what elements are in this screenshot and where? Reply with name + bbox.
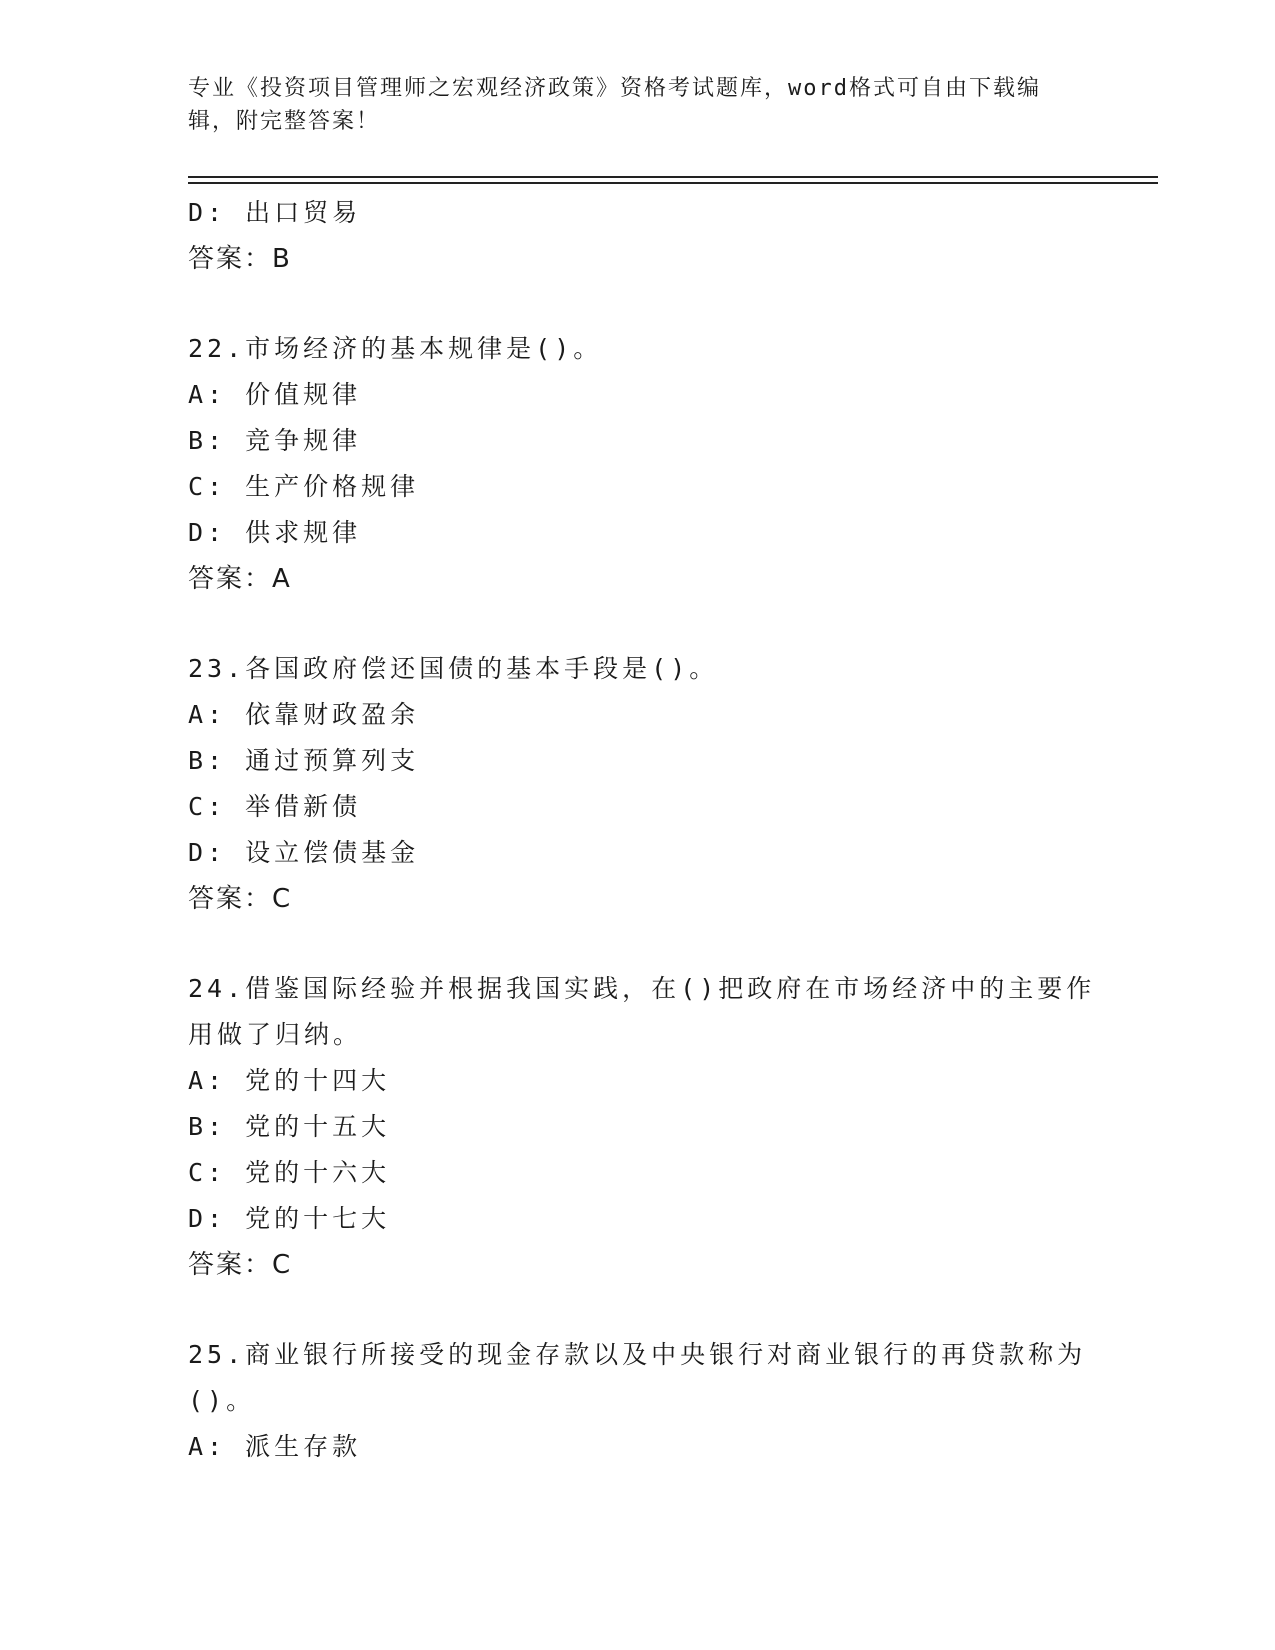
answer-line: 答案：C [188,884,293,914]
answer-line: 答案：A [188,564,292,594]
option-d: D: 供求规律 [188,518,362,547]
spacer [188,922,1088,966]
question-stem-line-2: ()。 [188,1386,256,1415]
header-line-2: 辑，附完整答案！ [188,109,381,134]
question-stem: 22.市场经济的基本规律是()。 [188,334,603,363]
option-b: B: 党的十五大 [188,1112,391,1141]
option-a: A: 价值规律 [188,380,362,409]
answer-line: 答案：C [188,1250,293,1280]
option-d: D: 党的十七大 [188,1204,391,1233]
option-a: A: 依靠财政盈余 [188,700,420,729]
question-24 [188,966,1096,1288]
option-d: D: 出口贸易 [188,198,362,227]
question-list [188,190,1096,1470]
question-stem-line-1: 24.借鉴国际经验并根据我国实践，在()把政府在市场经济中的主要作 [188,974,1096,1003]
question-22 [188,326,1088,602]
spacer [188,602,1088,646]
option-c: C: 举借新债 [188,792,362,821]
document-header [188,72,1068,138]
option-a: A: 派生存款 [188,1432,362,1461]
question-23 [188,646,1088,922]
header-line-1: 专业《投资项目管理师之宏观经济政策》资格考试题库，word格式可自由下载编 [188,76,1041,101]
spacer [188,282,1088,326]
answer-line: 答案：B [188,244,292,274]
question-stem-line-1: 25.商业银行所接受的现金存款以及中央银行对商业银行的再贷款称为 [188,1340,1087,1369]
header-divider-top [188,176,1158,178]
option-b: B: 竞争规律 [188,426,362,455]
header-divider-bottom [188,182,1158,184]
option-c: C: 生产价格规律 [188,472,420,501]
question-25 [188,1332,1088,1470]
option-c: C: 党的十六大 [188,1158,391,1187]
option-b: B: 通过预算列支 [188,746,420,775]
question-stem: 23.各国政府偿还国债的基本手段是()。 [188,654,719,683]
option-d: D: 设立偿债基金 [188,838,420,867]
question-stem-line-2: 用做了归纳。 [188,1020,363,1049]
spacer [188,1288,1088,1332]
option-a: A: 党的十四大 [188,1066,391,1095]
